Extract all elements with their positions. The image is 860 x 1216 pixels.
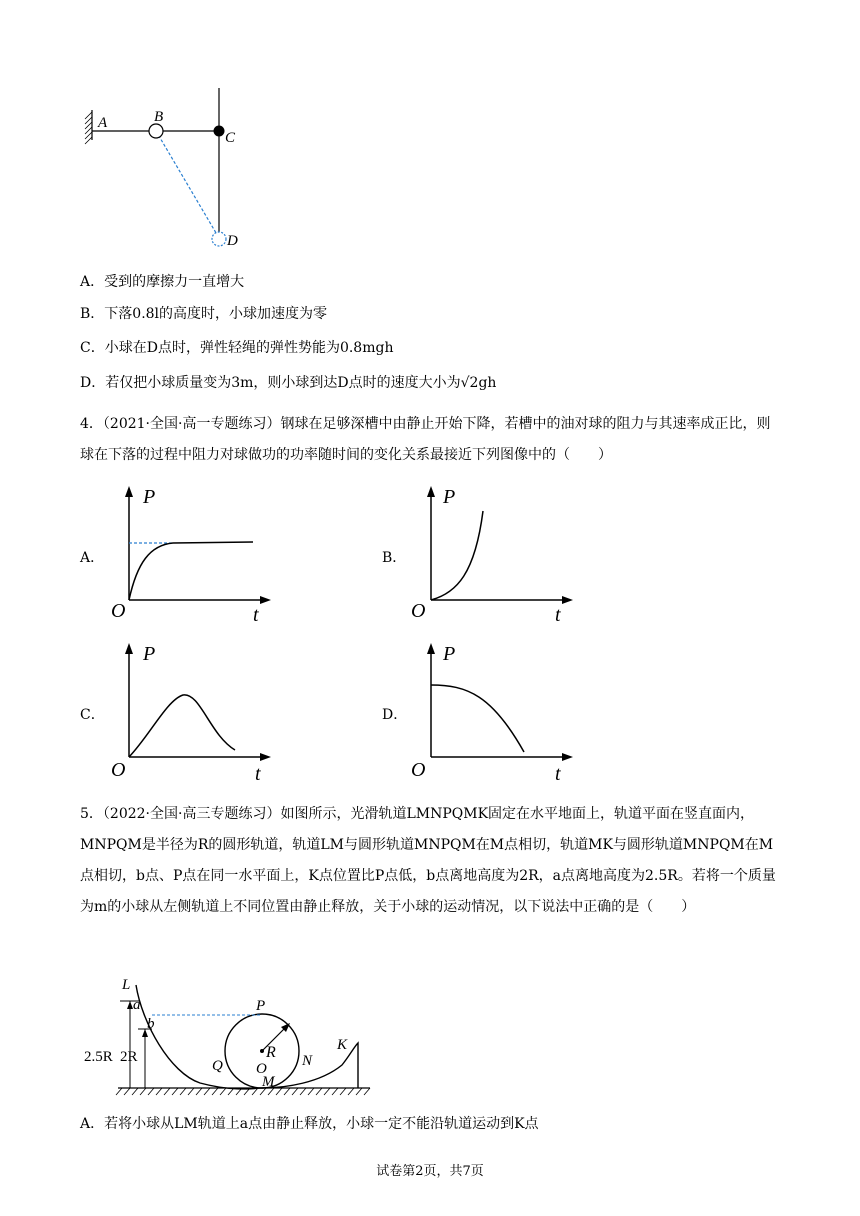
q4-stem — [80, 409, 780, 471]
graph-d-t: t — [555, 763, 561, 785]
q4-graph-a — [105, 483, 275, 628]
page-footer: 试卷第2页，共7页 — [376, 1164, 484, 1179]
q5-option-a[interactable]: A．若将小球从LM轨道上a点由静止释放，小球一定不能沿轨道运动到K点 — [80, 1116, 539, 1132]
fig5-K: K — [337, 1037, 348, 1053]
fig5-h25: 2.5R — [84, 1049, 113, 1065]
graph-a-o: O — [111, 600, 126, 622]
q4-graph-d — [407, 640, 577, 785]
q4-option-a-label[interactable]: A． — [80, 550, 105, 566]
q3-option-d[interactable]: D．若仅把小球质量变为3m，则小球到达D点时的速度大小为√2gh — [80, 375, 497, 391]
q3-option-a[interactable]: A．受到的摩擦力一直增大 — [80, 274, 245, 290]
q4-option-c-label[interactable]: C． — [80, 707, 105, 723]
q4-option-b-label[interactable]: B． — [382, 550, 407, 566]
q4-number: 4． — [80, 416, 103, 432]
q5-text: 如图所示，光滑轨道LMNPQMK固定在水平地面上，轨道平面在竖直面内，MNPQM是半径为R的圆形轨道，轨道LM与圆形轨道MNPQM在M点相切，轨道MK与圆形轨道MNPQM在M点相切，b点、P点在同一水平面上，K点位置比P点低，b点离地高度为2R，a点离地高度为2.5R。若将一个质量为m的小球从左侧轨道上不同位置由静止释放，关于小球的运动情况，以下说法中正确的是（ ） — [80, 806, 776, 915]
fig5-a: a — [133, 997, 141, 1013]
q4-text: 钢球在足够深槽中由静止开始下降，若槽中的油对球的阻力与其速率成正比，则球在下落的过程中阻力对球做功的功率随时间的变化关系最接近下列图像中的（ ） — [80, 416, 771, 463]
fig5-M: M — [262, 1074, 275, 1090]
fig5-R: R — [266, 1044, 276, 1061]
q5-source: （2022·全国·高三专题练习） — [102, 806, 281, 822]
q4-option-d-label[interactable]: D． — [382, 707, 408, 723]
q3-option-b[interactable]: B．下落0.8l的高度时，小球加速度为零 — [80, 306, 328, 322]
graph-a-p: P — [143, 486, 156, 508]
fig5-N: N — [302, 1053, 313, 1069]
graph-b-o: O — [411, 600, 426, 622]
fig5-Q: Q — [212, 1058, 223, 1074]
q3-option-c[interactable]: C．小球在D点时，弹性轻绳的弹性势能为0.8mgh — [80, 340, 394, 356]
label-C: C — [225, 130, 236, 146]
q5-figure — [80, 973, 380, 1103]
graph-a-t: t — [253, 604, 259, 626]
label-D: D — [227, 233, 238, 249]
label-A: A — [98, 115, 108, 131]
graph-d-p: P — [443, 643, 456, 665]
graph-d-o: O — [411, 759, 426, 781]
fig5-h2: 2R — [120, 1049, 138, 1065]
q4-graph-c — [105, 640, 275, 785]
q5-number: 5． — [80, 806, 103, 822]
q4-graph-b — [407, 483, 577, 628]
q5-stem — [80, 799, 780, 923]
fig5-b: b — [147, 1016, 155, 1032]
label-B: B — [154, 109, 164, 125]
fig5-L: L — [122, 977, 131, 993]
graph-c-p: P — [143, 643, 156, 665]
fig5-O: O — [256, 1061, 267, 1077]
graph-c-t: t — [255, 763, 261, 785]
graph-c-o: O — [111, 759, 126, 781]
q4-source: （2021·全国·高一专题练习） — [102, 416, 281, 432]
graph-b-t: t — [555, 604, 561, 626]
graph-b-p: P — [443, 486, 456, 508]
q3-figure — [80, 85, 260, 255]
fig5-P: P — [256, 998, 266, 1014]
